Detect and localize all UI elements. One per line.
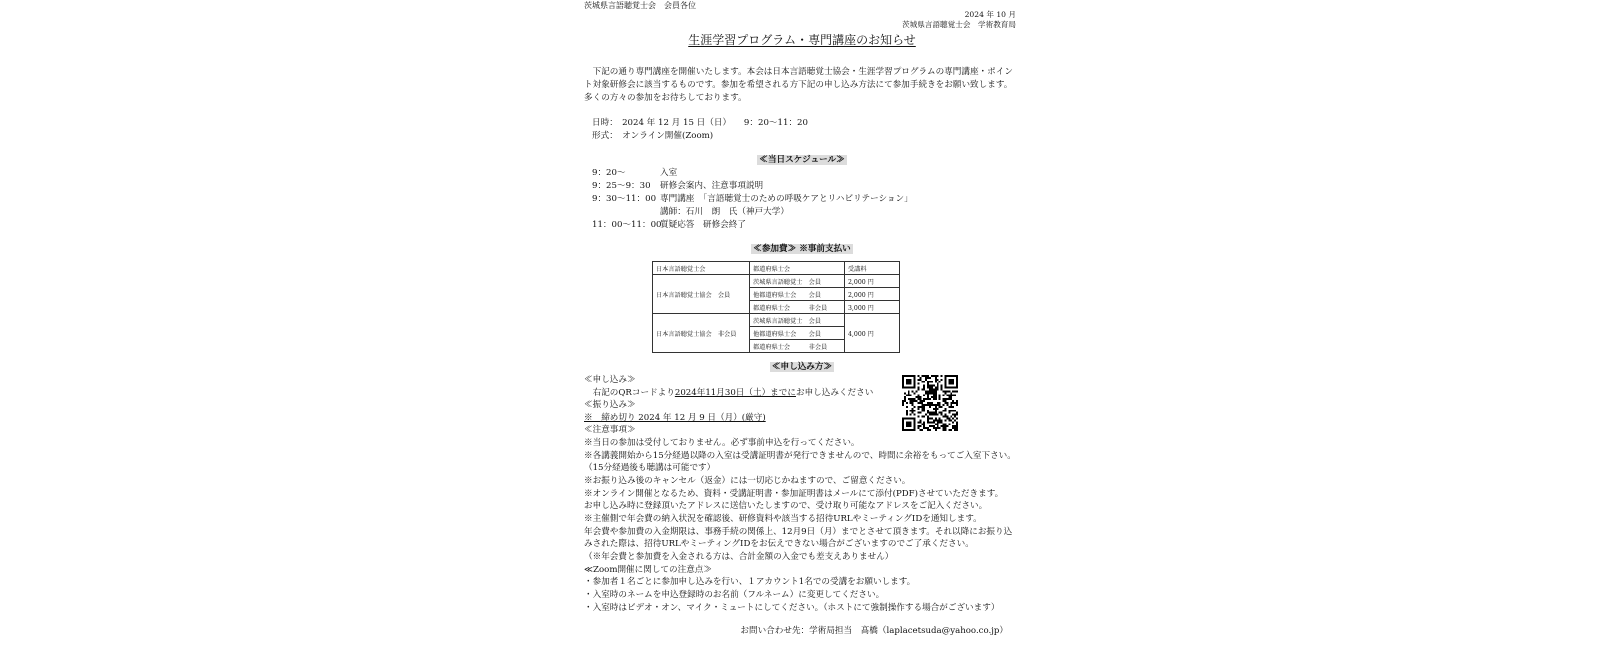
notes-heading: ≪注意事項≫ [584, 425, 636, 435]
pref-cell: 他都道府県士会 会員 [750, 327, 845, 340]
member-group-label: 日本言語聴覚士協会 非会員 [653, 314, 750, 353]
column-header: 日本言語聴覚士会 [653, 262, 750, 275]
qr-code-icon[interactable] [902, 375, 958, 431]
pref-cell: 茨城県言語聴覚士 会員 [750, 314, 845, 327]
member-group-label: 日本言語聴覚士協会 会員 [653, 275, 750, 314]
note-line: ※主催側で年会費の納入状況を確認後、研修資料や該当する招待URLやミーティングIDを通知します。 [584, 514, 982, 524]
apply-instruction [584, 388, 873, 399]
fee-cell: 2,000 円 [845, 288, 900, 301]
apply-instruction-pre: 右記のQRコードより [584, 388, 675, 398]
note-line: ※オンライン開催となるため、資料・受講証明書・参加証明書はメールにて添付(PDF)させていただきます。 [584, 489, 1004, 499]
zoom-note: ・入室時のネームを申込登録時のお名前（フルネーム）に変更してください。 [584, 590, 885, 600]
event-datetime: 日時： 2024 年 12 月 15 日（日） 9：20〜11：20 [592, 118, 808, 128]
zoom-note: ・入室時はビデオ・オン、マイク・ミュートにしてください。（ホストにて強制操作する場合がございます） [584, 603, 1000, 613]
fee-cell: 3,000 円 [845, 301, 900, 314]
schedule-content: 研修会案内、注意事項説明 [660, 181, 764, 191]
schedule-time: 9：30〜11：00 [592, 194, 657, 204]
note-line: （※年会費と参加費を入金される方は、合計金額の入金でも差支えありません） [584, 552, 894, 562]
zoom-note: ・参加者１名ごとに参加申し込みを行い、１アカウント1名での受講をお願いします。 [584, 577, 916, 587]
schedule-content: 入室 [660, 168, 678, 178]
column-header: 都道府県士会 [750, 262, 845, 275]
schedule-time: 11：00〜11：00 [592, 220, 662, 230]
schedule-lecturer: 講師：石川 朗 氏（神戸大学） [660, 207, 789, 217]
page-title: 生涯学習プログラム・専門講座のお知らせ [688, 33, 916, 47]
fee-heading: ≪参加費≫ ※事前支払い [753, 244, 851, 254]
fee-cell: 4,000 円 [845, 314, 900, 353]
document-page [582, 0, 1022, 650]
intro-line-1: 下記の通り専門講座を開催いたします。本会は日本言語聴覚士協会・生涯学習プログラムの専門講座・ポイン [584, 67, 1013, 77]
pref-cell: 都道府県士会 非会員 [750, 301, 845, 314]
event-format: 形式： オンライン開催(Zoom) [592, 131, 714, 141]
note-line: みされた際は、招待URLやミーティングIDをお伝えできない場合がございますのでご了承ください。 [584, 539, 974, 549]
table-header-row [653, 262, 900, 275]
intro-line-2: ト対象研修会に該当するものです。参加を希望される方下記の申し込み方法にて参加手続きをお願い致します。 [584, 80, 1013, 90]
recipient-line: 茨城県言語聴覚士会 会員各位 [584, 1, 696, 10]
table-row [653, 314, 900, 327]
pref-cell: 茨城県言語聴覚士 会員 [750, 275, 845, 288]
schedule-time: 9：20〜 [592, 168, 626, 178]
intro-line-3: 多くの方々の参加をお待ちしております。 [584, 93, 747, 103]
note-line: 年会費や参加費の入金期限は、事務手続の関係上、12月9日（月）までとさせて頂きます。それ以降にお振り込 [584, 527, 1013, 537]
fee-table [652, 261, 900, 353]
schedule-time: 9：25〜9：30 [592, 181, 651, 191]
zoom-heading: ≪Zoom開催に関しての注意点≫ [584, 565, 712, 575]
schedule-content: 専門講座 「言語聴覚士のための呼吸ケアとリハビリテーション」 [660, 194, 913, 204]
note-line: ※各講義開始から15分経過以降の入室は受講証明書が発行できませんので、時間に余裕をもってご入室下さい。 [584, 451, 1016, 461]
pref-cell: 他都道府県士会 会員 [750, 288, 845, 301]
schedule-heading: ≪当日スケジュール≫ [759, 155, 845, 165]
date-line: 2024 年 10 月 [964, 10, 1016, 19]
apply-subheading: ≪申し込み≫ [584, 375, 636, 385]
schedule-content: 質疑応答 研修会終了 [660, 220, 746, 230]
note-line: ※お振り込み後のキャンセル（返金）には一切応じかねますので、ご留意ください。 [584, 476, 911, 486]
transfer-subheading: ≪振り込み≫ [584, 400, 636, 410]
note-line: （15分経過後も聴講は可能です） [584, 463, 716, 473]
transfer-deadline: ※ 締め切り 2024 年 12 月 9 日（月）(厳守) [584, 413, 766, 423]
contact-line: お問い合わせ先：学術局担当 髙橋（laplacetsuda@yahoo.co.jp） [740, 626, 1008, 636]
column-header: 受講料 [845, 262, 900, 275]
pref-cell: 都道府県士会 非会員 [750, 340, 845, 353]
table-row [653, 275, 900, 288]
note-line: お申し込み時に登録頂いたアドレスに送信いたしますので、受け取り可能なアドレスをご記入ください。 [584, 501, 988, 511]
fee-cell: 2,000 円 [845, 275, 900, 288]
apply-heading: ≪申し込み方≫ [771, 362, 833, 372]
apply-deadline: 2024年11月30日（土）までに [674, 388, 796, 398]
note-line: ※当日の参加は受付しておりません。必ず事前申込を行ってください。 [584, 438, 860, 448]
apply-instruction-post: お申し込みください [795, 388, 874, 398]
sender-line: 茨城県言語聴覚士会 学術教育局 [902, 20, 1016, 29]
